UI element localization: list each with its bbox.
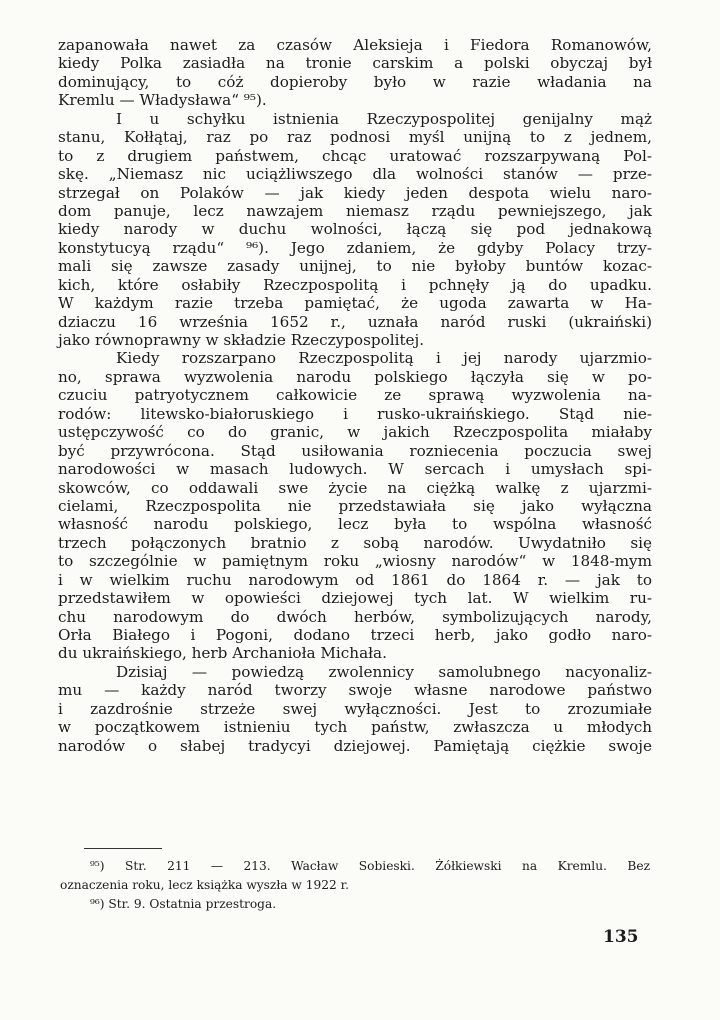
text-line: mali się zawsze zasady unijnej, to nie byłoby buntów kozac- — [58, 257, 652, 276]
footnote-line: ⁹⁶) Str. 9. Ostatnia przestroga. — [90, 897, 277, 911]
body-text — [58, 36, 652, 755]
text-line: stanu, Kołłątaj, raz po raz podnosi myśl unijną to z jednem, — [58, 128, 652, 147]
text-line: I u schyłku istnienia Rzeczypospolitej genijalny mąż — [116, 109, 652, 128]
text-line: to szczególnie w pamiętnym roku „wiosny narodów“ w 1848-mym — [58, 552, 652, 571]
text-line: kiedy Polka zasiadła na tronie carskim a polski obyczaj był — [58, 54, 652, 73]
text-line: du ukraińskiego, herb Archanioła Michała. — [58, 644, 387, 663]
text-line: kiedy narody w duchu wolności, łączą się pod jednakową — [58, 220, 652, 239]
text-line: Kiedy rozszarpano Rzeczpospolitą i jej narody ujarzmio- — [116, 349, 652, 368]
text-line: przedstawiłem w opowieści dziejowej tych lat. W wielkim ru- — [58, 589, 652, 608]
text-line: dom panuje, lecz nawzajem niemasz rządu pewniejszego, jak — [58, 201, 652, 220]
text-line: i zazdrośnie strzeże swej wyłączności. Jest to zrozumiałe — [58, 699, 652, 718]
footnote-divider — [84, 848, 162, 849]
text-line: cielami, Rzeczpospolita nie przedstawiała się jako wyłączna — [58, 496, 652, 515]
text-line: to z drugiem państwem, chcąc uratować rozszarpywaną Pol- — [58, 146, 652, 165]
footnote-line: oznaczenia roku, lecz książka wyszła w 1922 r. — [60, 878, 349, 892]
text-line: skę. „Niemasz nic uciążliwszego dla wolności stanów — prze- — [58, 165, 652, 184]
text-line: dominujący, to cóż dopieroby było w razie władania na — [58, 72, 652, 91]
text-line: narodów o słabej tradycyi dziejowej. Pamiętają ciężkie swoje — [58, 736, 652, 755]
text-line: zapanowała nawet za czasów Aleksieja i Fiedora Romanowów, — [58, 36, 652, 54]
text-line: być przywrócona. Stąd usiłowania rozniecenia poczucia swej — [58, 441, 652, 460]
text-line: Orła Białego i Pogoni, dodano trzeci herb, jako godło naro- — [58, 626, 652, 644]
text-line: własność narodu polskiego, lecz była to wspólna własność — [58, 515, 652, 534]
page-number: 135 — [603, 927, 639, 947]
footnote-line: ⁹⁵) Str. 211 — 213. Wacław Sobieski. Żółkiewski na Kremlu. Bez — [90, 859, 650, 873]
text-line: mu — każdy naród tworzy swoje własne narodowe państwo — [58, 681, 652, 700]
footnotes — [60, 857, 650, 914]
text-line: jako równoprawny w składzie Rzeczypospolitej. — [58, 331, 425, 349]
text-line: Dzisiaj — powiedzą zwolennicy samolubnego nacyonaliz- — [116, 662, 652, 681]
text-line: narodowości w masach ludowych. W sercach i umysłach spi- — [58, 460, 652, 479]
text-line: chu narodowym do dwóch herbów, symbolizujących narody, — [58, 607, 652, 626]
text-line: i w wielkim ruchu narodowym od 1861 do 1864 r. — jak to — [58, 570, 652, 589]
text-line: trzech połączonych bratnio z sobą narodów. Uwydatniło się — [58, 533, 652, 552]
text-line: w początkowem istnieniu tych państw, zwłaszcza u młodych — [58, 718, 652, 737]
text-line: strzegał on Polaków — jak kiedy jeden despota wielu naro- — [58, 183, 652, 202]
text-line: dziaczu 16 września 1652 r., uznała naród ruski (ukraiński) — [58, 312, 652, 331]
text-line: rodów: litewsko-białoruskiego i rusko-ukraińskiego. Stąd nie- — [58, 404, 652, 423]
text-line: W każdym razie trzeba pamiętać, że ugoda zawarta w Ha- — [58, 294, 652, 313]
text-line: konstytucyą rządu“ ⁹⁶). Jego zdaniem, że gdyby Polacy trzy- — [58, 238, 652, 257]
text-line: ustępczywość co do granic, w jakich Rzeczpospolita miałaby — [58, 423, 652, 442]
text-line: Kremlu — Władysława“ ⁹⁵). — [58, 91, 267, 110]
text-line: czuciu patryotycznem całkowicie ze sprawą wyzwolenia na- — [58, 386, 652, 405]
text-line: kich, które osłabiły Rzeczpospolitą i pchnęły ją do upadku. — [58, 275, 652, 294]
text-line: no, sprawa wyzwolenia narodu polskiego łączyła się w po- — [58, 367, 652, 386]
text-line: skowców, co oddawali swe życie na ciężką walkę z ujarzmi- — [58, 478, 652, 497]
